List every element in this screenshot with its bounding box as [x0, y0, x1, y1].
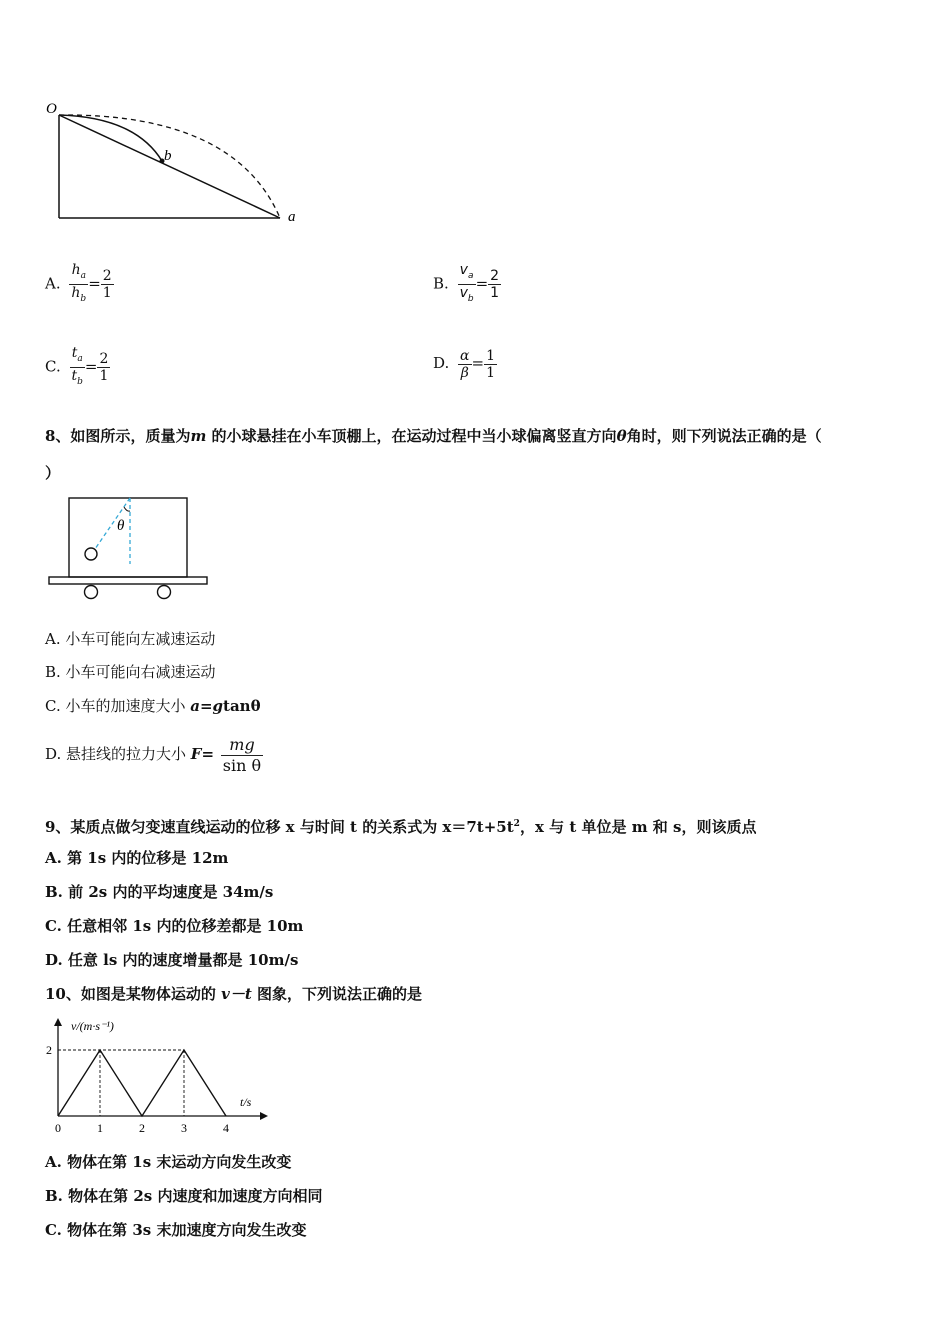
y-axis-arrow — [54, 1018, 62, 1026]
q10-option-b[interactable]: B. 物体在第 2s 内速度和加速度方向相同 — [45, 1187, 323, 1205]
x-axis-arrow — [260, 1112, 268, 1120]
vt-series-line — [58, 1050, 226, 1116]
incline-figure — [40, 95, 310, 230]
x-tick-label: 3 — [181, 1121, 187, 1134]
q10-stem: 10、如图是某物体运动的 v－t 图象，下列说法正确的是 — [45, 985, 422, 1003]
q7-option-c[interactable]: C. $\frac{t_a}{t_b}$ = $\frac{2}{1}$ — [45, 345, 109, 387]
q8-stem-close: ） — [45, 464, 61, 482]
q8-option-a[interactable]: A. 小车可能向左减速运动 — [45, 630, 216, 648]
q8-stem: 8、如图所示，质量为m 的小球悬挂在小车顶棚上，在运动过程中当小球偏离竖直方向θ角时，则下列说法正确的是（ — [45, 427, 822, 445]
q7-option-a[interactable]: A. $\frac{h_a}{h_b}$ = $\frac{2}{1}$ — [45, 262, 112, 304]
q10-option-a[interactable]: A. 物体在第 1s 末运动方向发生改变 — [45, 1153, 292, 1171]
q9-option-b[interactable]: B. 前 2s 内的平均速度是 34m/s — [45, 883, 274, 901]
y-axis-label: v/(m·s⁻¹) — [71, 1019, 114, 1033]
label-a: a — [288, 209, 296, 225]
x-tick-label: 0 — [55, 1121, 61, 1134]
q7-option-d[interactable]: D. $\frac{\alpha}{\beta}$ = $\frac{1}{1}$ — [433, 347, 496, 381]
cart-figure — [45, 492, 215, 602]
x-axis-label: t/s — [240, 1095, 252, 1109]
vt-chart — [40, 1012, 270, 1134]
q8-option-c[interactable]: C. 小车的加速度大小 a=gtanθ — [45, 697, 261, 715]
q9-stem: 9、某质点做匀变速直线运动的位移 x 与时间 t 的关系式为 $x=7t+5t^2$，x 与 t 单位是 m 和 s，则该质点 — [45, 818, 757, 836]
q9-option-a[interactable]: A. 第 1s 内的位移是 12m — [45, 849, 229, 867]
x-tick-label: 4 — [223, 1121, 229, 1134]
theta-label: θ — [117, 518, 125, 534]
label-O: O — [46, 101, 57, 117]
x-tick-label: 1 — [97, 1121, 103, 1134]
q9-option-c[interactable]: C. 任意相邻 1s 内的位移差都是 10m — [45, 917, 304, 935]
q8-option-b[interactable]: B. 小车可能向右减速运动 — [45, 663, 216, 681]
q9-option-d[interactable]: D. 任意 ls 内的速度增量都是 10m/s — [45, 951, 299, 969]
x-tick-label: 2 — [139, 1121, 145, 1134]
label-b: b — [164, 148, 172, 164]
q8-option-d[interactable]: D. 悬挂线的拉力大小 F= $\frac{mg}{\text{sin θ}}$ — [45, 734, 262, 775]
q10-option-c[interactable]: C. 物体在第 3s 末加速度方向发生改变 — [45, 1221, 307, 1239]
q7-option-b[interactable]: B. $\frac{v_a}{v_b}$ = $\frac{2}{1}$ — [433, 262, 500, 304]
y-tick-label: 2 — [46, 1043, 52, 1057]
